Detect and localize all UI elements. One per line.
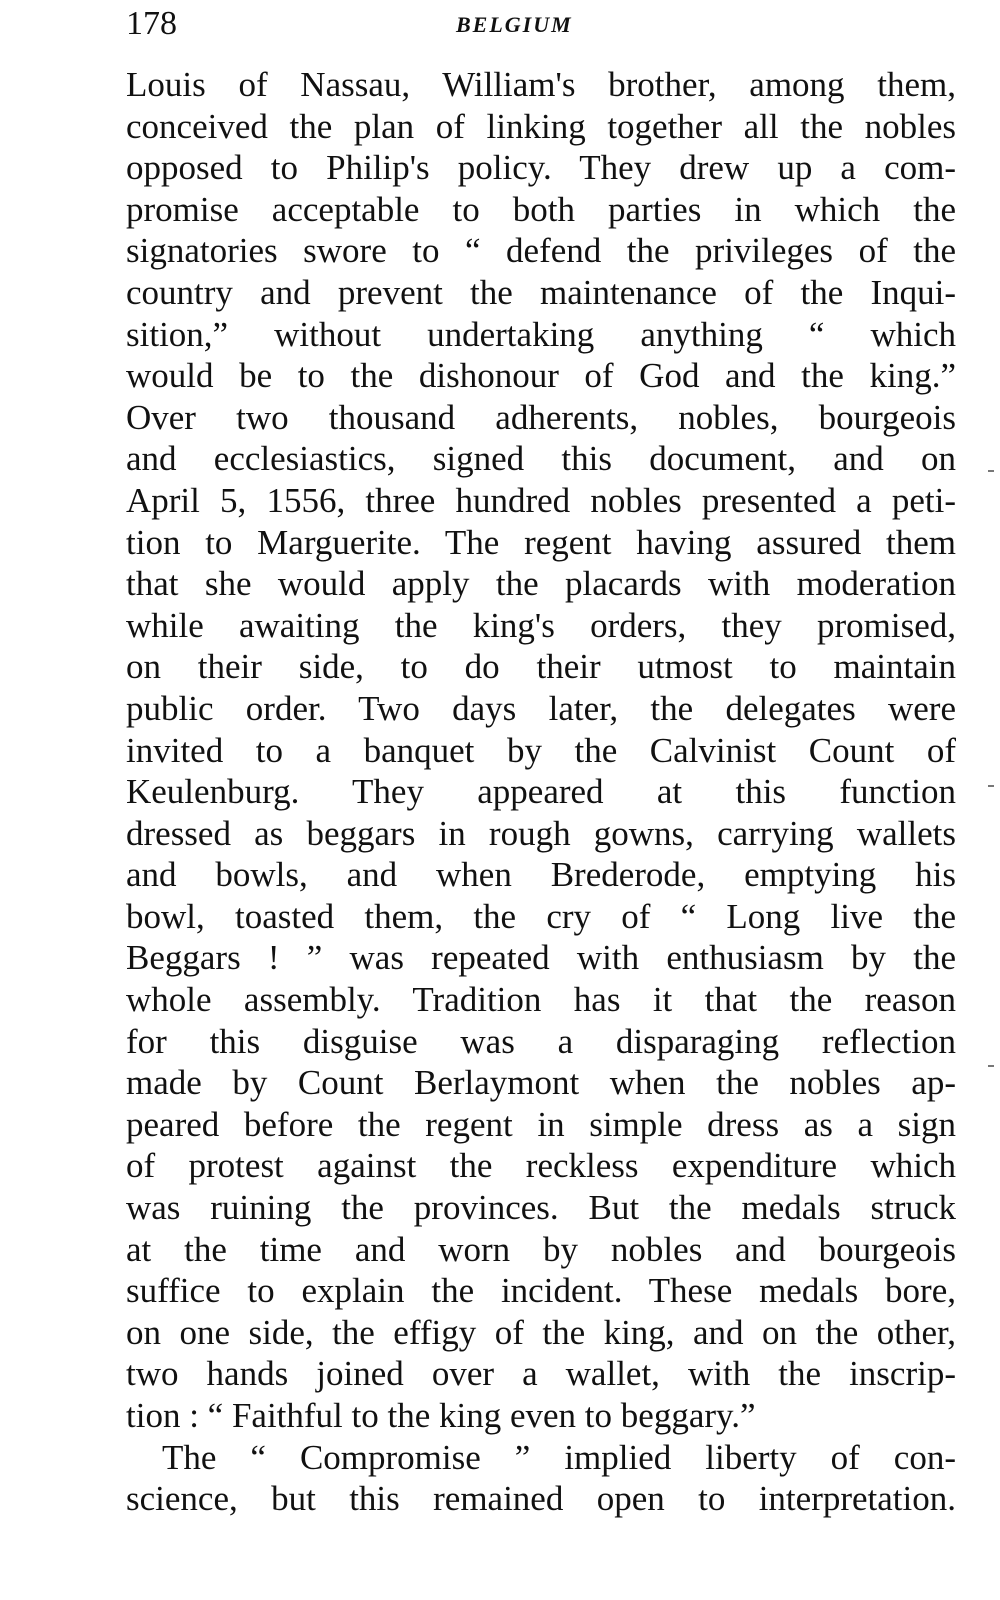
text-line: Keulenburg. They appeared at this function xyxy=(126,772,956,812)
text-line: that she would apply the placards with moderation xyxy=(126,564,956,604)
text-line: made by Count Berlaymont when the nobles ap- xyxy=(126,1063,956,1103)
text-line: bowl, toasted them, the cry of “ Long live the xyxy=(126,896,956,936)
text-line: Over two thousand adherents, nobles, bourgeois xyxy=(126,397,956,437)
body-text xyxy=(126,64,956,1520)
text-line: dressed as beggars in rough gowns, carrying wallets xyxy=(126,813,956,853)
running-head xyxy=(126,4,956,44)
text-line: for this disguise was a disparaging reflection xyxy=(126,1021,956,1061)
text-line: and ecclesiastics, signed this document, and on xyxy=(126,439,956,479)
text-line: country and prevent the maintenance of the Inqui- xyxy=(126,272,956,312)
text-line: promise acceptable to both parties in which the xyxy=(126,189,956,229)
text-line: peared before the regent in simple dress as a sign xyxy=(126,1104,956,1144)
text-line: whole assembly. Tradition has it that the reason xyxy=(126,980,956,1020)
text-line: tion to Marguerite. The regent having assured them xyxy=(126,522,956,562)
text-line: science, but this remained open to interpretation. xyxy=(126,1479,956,1519)
paragraph-1 xyxy=(126,64,956,1437)
text-line: and bowls, and when Brederode, emptying his xyxy=(126,855,956,895)
text-line: would be to the dishonour of God and the king.” xyxy=(126,356,956,396)
text-line: April 5, 1556, three hundred nobles presented a peti- xyxy=(126,480,956,520)
text-line: sition,” without undertaking anything “ which xyxy=(126,314,956,354)
text-line: signatories swore to “ defend the privileges of the xyxy=(126,231,956,271)
text-line: Beggars ! ” was repeated with enthusiasm by the xyxy=(126,938,956,978)
page-number: 178 xyxy=(126,5,177,42)
text-line: of protest against the reckless expenditure which xyxy=(126,1146,956,1186)
text-line: suffice to explain the incident. These medals bore, xyxy=(126,1271,956,1311)
margin-mark xyxy=(988,1065,994,1067)
text-line: conceived the plan of linking together all the nobles xyxy=(126,106,956,146)
text-line: while awaiting the king's orders, they promised, xyxy=(126,605,956,645)
margin-mark xyxy=(988,470,994,472)
text-line: opposed to Philip's policy. They drew up a com- xyxy=(126,148,956,188)
text-line: invited to a banquet by the Calvinist Count of xyxy=(126,730,956,770)
text-line: at the time and worn by nobles and bourgeois xyxy=(126,1229,956,1269)
running-title: BELGIUM xyxy=(456,12,573,37)
text-line: Louis of Nassau, William's brother, among them, xyxy=(126,65,956,104)
text-line: two hands joined over a wallet, with the inscrip- xyxy=(126,1354,956,1394)
paragraph-2 xyxy=(126,1437,956,1520)
text-line: The “ Compromise ” implied liberty of con- xyxy=(162,1437,956,1477)
margin-mark xyxy=(988,785,994,787)
text-line: public order. Two days later, the delegates were xyxy=(126,688,956,728)
text-line: tion : “ Faithful to the king even to beggary.” xyxy=(126,1396,756,1435)
text-line: on one side, the effigy of the king, and on the other, xyxy=(126,1312,956,1352)
text-line: on their side, to do their utmost to maintain xyxy=(126,647,956,687)
text-line: was ruining the provinces. But the medals struck xyxy=(126,1188,956,1228)
